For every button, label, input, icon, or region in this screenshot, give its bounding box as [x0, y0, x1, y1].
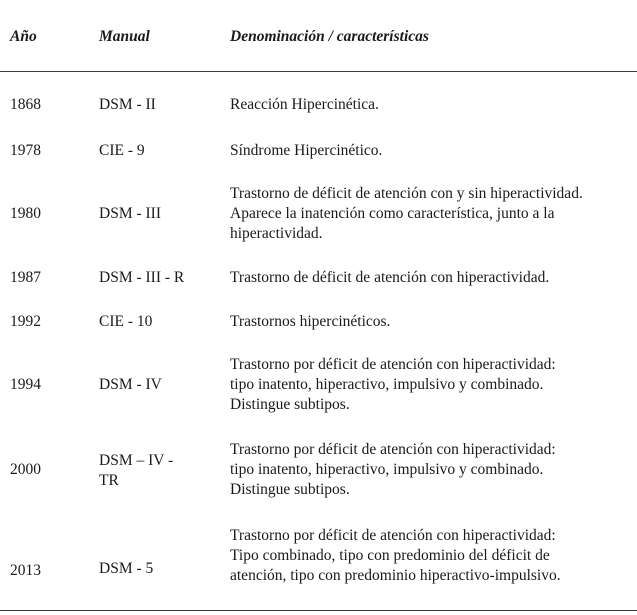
table-bottom-rule: [0, 610, 637, 611]
row-2-year: 1978: [10, 142, 41, 159]
row-1-manual: DSM - II: [99, 96, 156, 113]
header-divider: [0, 71, 637, 72]
row-7-manual: DSM – IV - TR: [99, 452, 174, 489]
row-1-description: Reacción Hipercinética.: [230, 96, 379, 113]
row-3-year: 1980: [10, 205, 41, 222]
header-manual: Manual: [99, 28, 150, 45]
row-8-manual: DSM - 5: [99, 560, 154, 577]
row-3-manual: DSM - III: [99, 205, 161, 222]
row-4-description: Trastorno de déficit de atención con hiperactividad.: [230, 269, 550, 286]
row-5-year: 1992: [10, 313, 41, 330]
row-2-manual: CIE - 9: [99, 142, 145, 159]
row-5-description: Trastornos hipercinéticos.: [230, 313, 391, 330]
row-2-description: Síndrome Hipercinético.: [230, 142, 383, 159]
row-6-manual: DSM - IV: [99, 376, 162, 393]
row-5-manual: CIE - 10: [99, 313, 153, 330]
row-7-year: 2000: [10, 461, 41, 478]
row-6-description: Trastorno por déficit de atención con hiperactividad: tipo inatento, hiperactivo, impulsivo y combinado. Distingue subtipos.: [230, 356, 556, 413]
row-6-year: 1994: [10, 376, 41, 393]
row-1-year: 1868: [10, 96, 41, 113]
header-year: Año: [10, 28, 37, 45]
row-7-description: Trastorno por déficit de atención con hiperactividad: tipo inatento, hiperactivo, impulsivo y combinado. Distingue subtipos.: [230, 441, 556, 498]
header-description: Denominación / características: [230, 28, 429, 45]
row-4-manual: DSM - III - R: [99, 269, 185, 286]
row-8-year: 2013: [10, 562, 41, 579]
row-3-description: Trastorno de déficit de atención con y sin hiperactividad. Aparece la inatención como característica, junto a la hiperactividad.: [230, 185, 583, 242]
row-4-year: 1987: [10, 269, 41, 286]
row-8-description: Trastorno por déficit de atención con hiperactividad: Tipo combinado, tipo con predominio del déficit de atención, tipo con predominio hiperactivo-impulsivo.: [230, 527, 561, 584]
